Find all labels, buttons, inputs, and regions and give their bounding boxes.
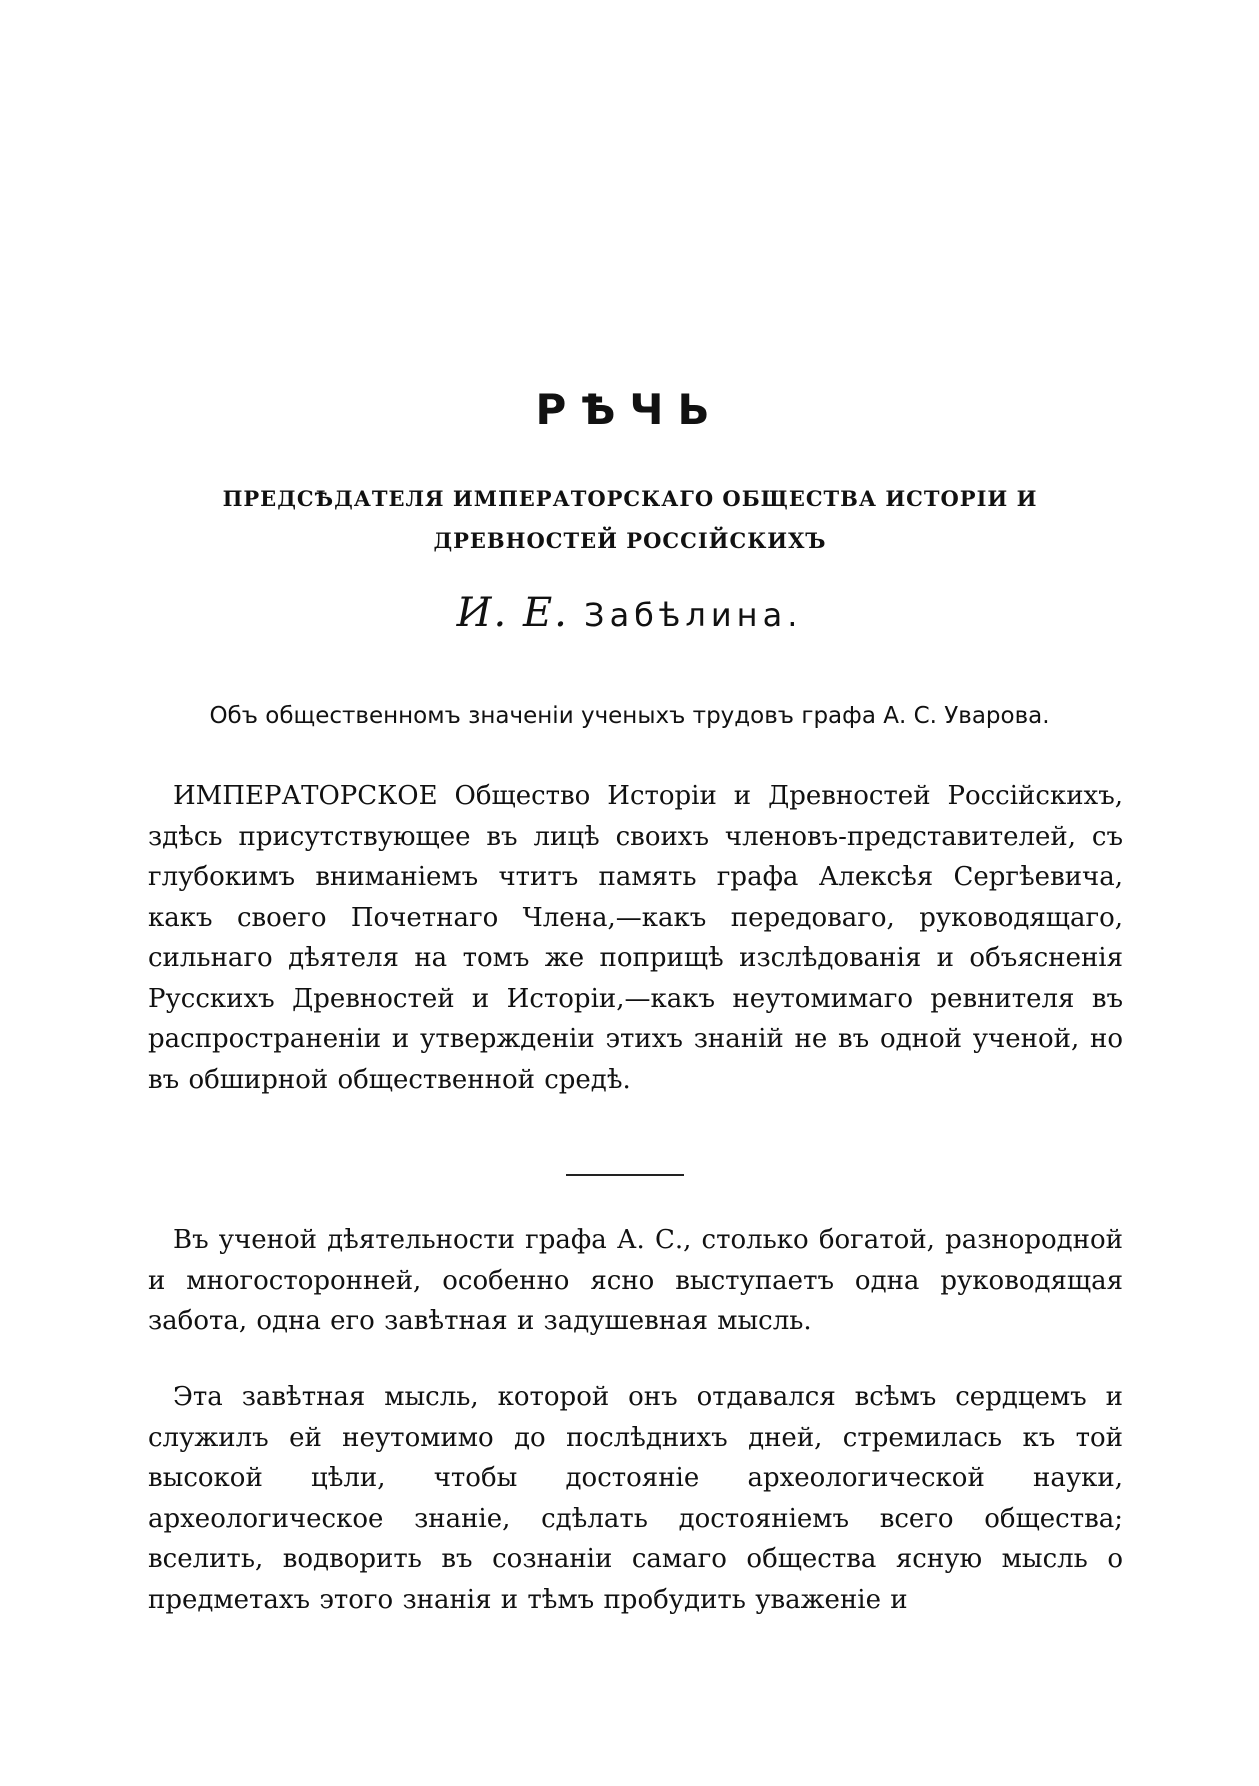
body-paragraph-3: Эта завѣтная мысль, которой онъ отдавался всѣмъ сердцемъ и служилъ ей неутомимо до послѣднихъ дней, стремилась къ той высокой цѣли, чтобы достояніе археологической науки, археологическое знаніе, сдѣлать достояніемъ всего общества; вселить, водворить въ сознаніи самаго общества ясную мысль о предметахъ этого знанія и тѣмъ пробудить уваженіе и <box>148 1382 1123 1615</box>
body-paragraph-2: Въ ученой дѣятельности графа А. С., столько богатой, разнородной и многосторонней, особенно ясно выступаетъ одна руководящая забота, одна его завѣтная и задушевная мысль. <box>148 1225 1123 1336</box>
section-divider <box>566 1174 684 1176</box>
subtitle-line-2: ДРЕВНОСТЕЙ РОССІЙСКИХЪ <box>433 528 827 553</box>
author-surname: Забѣлина. <box>584 596 803 634</box>
speech-topic: Объ общественномъ значеніи ученыхъ трудовъ графа А. С. Уварова. <box>209 703 1050 729</box>
speech-subtitle <box>150 478 1110 562</box>
speech-title: РѢЧЬ <box>535 385 724 434</box>
body-paragraph-1: ИМПЕРАТОРСКОЕ Общество Исторіи и Древностей Россійскихъ, здѣсь присутствующее въ лицѣ своихъ членовъ-представителей, съ глубокимъ вниманіемъ чтитъ память графа Алексѣя Сергѣевича, какъ своего Почетнаго Члена,—какъ передоваго, руководящаго, сильнаго дѣятеля на томъ же поприщѣ изслѣдованія и объясненія Русскихъ Древностей и Исторіи,—какъ неутомимаго ревнителя въ распространеніи и утвержденіи этихъ знаній не въ одной ученой, но въ обширной общественной средѣ. <box>148 781 1123 1095</box>
subtitle-line-1: ПРЕДСѢДАТЕЛЯ ИМПЕРАТОРСКАГО ОБЩЕСТВА ИСТОРІИ И <box>222 486 1038 511</box>
author-initials: И. Е. <box>456 590 569 636</box>
author-name <box>0 590 1259 636</box>
